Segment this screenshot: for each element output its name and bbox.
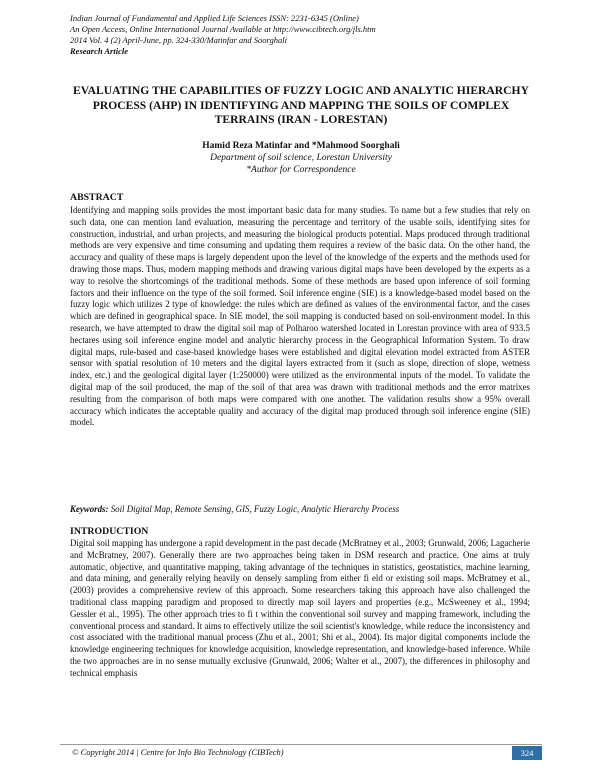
keywords-values: Soil Digital Map, Remote Sensing, GIS, Fuzzy Logic, Analytic Hierarchy Process <box>110 504 400 514</box>
paper-title: EVALUATING THE CAPABILITIES OF FUZZY LOGIC AND ANALYTIC HIERARCHY PROCESS (AHP) IN IDENTIFYING AND MAPPING THE SOILS OF COMPLEX TERRAINS (IRAN - LORESTAN) <box>73 84 529 126</box>
author-block <box>62 140 540 176</box>
introduction-heading: INTRODUCTION <box>70 526 149 537</box>
author-names: Hamid Reza Matinfar and *Mahmood Soorghali <box>202 141 400 151</box>
journal-line: Indian Journal of Fundamental and Applied Life Sciences ISSN: 2231-6345 (Online) <box>70 13 359 23</box>
keywords <box>70 504 530 516</box>
correspondence-note: *Author for Correspondence <box>246 165 356 175</box>
access-line: An Open Access, Online International Journal Available at http://www.cibtech.org/jls.htm <box>70 24 376 34</box>
issue-line: 2014 Vol. 4 (2) April-June, pp. 324-330/Matinfar and Soorghali <box>70 35 287 45</box>
footer <box>60 746 542 760</box>
introduction-text: Digital soil mapping has undergone a rapid development in the past decade (McBratney et al., 2003; Grunwald, 2006; Lagacherie and McBratney, 2007). Generally there are two approaches being taken in DSM research and practice. One aims at truly automatic, objective, and quantitative mapping, taking advantage of the techniques in statistics, geostatistics, machine learning, and data mining, and generally relying heavily on densely sampling from either fi eld or existing soil maps. McBratney et al., (2003) provides a comprehensive review of this approach. Some researchers taking this approach have also challenged the traditional class mapping paradigm and proposed to directly map soil layers and properties (e.g., McSweeney et al., 1994; Gessler et al., 1995). The other approach tries to fi t within the conventional soil survey and mapping framework, including the conventional process and standard. It aims to effectively utilize the soil scientist's knowledge, while reduce the inconsistency and cost associated with the traditional manual process (Zhu et al., 2001; Shi et al., 2004). Its major digital components include the knowledge engineering techniques for knowledge acquisition, knowledge representation, and knowledge-based inference. While the two approaches are in no sense mutually exclusive (Grunwald, 2006; Walter et al., 2007), the differences in philosophy and technical emphasis <box>70 538 530 678</box>
keywords-label: Keywords: <box>70 504 109 514</box>
footer-rule <box>60 744 542 745</box>
copyright-text: © Copyright 2014 | Centre for Info Bio Technology (CIBTech) <box>72 747 284 757</box>
abstract-heading: ABSTRACT <box>70 192 124 203</box>
author-affiliation: Department of soil science, Lorestan University <box>210 153 392 163</box>
page-number: 324 <box>512 746 542 760</box>
journal-header <box>70 13 550 57</box>
abstract-text: Identifying and mapping soils provides the most important basic data for many studies. To name but a few studies that rely on such data, one can mention land evaluation, measuring the percentage and territory of the usable soils, identifying sites for construction, industrial, and urban projects, and measuring the biological products potential. Maps produced through traditional methods are very expensive and time consuming and updating them requires a review of the basic data. On the other hand, the accuracy and quality of these maps is largely dependent upon the level of the knowledge of the experts and the methods used for drawing those maps. Thus, modern mapping methods and drawing various digital maps have been developed by the experts as a way to resolve the shortcomings of the traditional methods. Some of these methods are based upon inference of soil forming factors and their influence on the type of the soil formed. Soil inference engine (SIE) is a knowledge-based model based on the fuzzy logic which utilizes 2 type of knowledge: the rules which are defined as values of the environmental factor, and the cases which are defined in geographical space. In SIE model, the soil mapping is conducted based on soil-environment model. In this research, we have attempted to draw the digital soil map of Polharoo watershed located in Lorestan province with area of 933.5 hectares using soil inference engine model and analytic hierarchy process in the Geographical Information System. To draw digital maps, rule-based and case-based knowledge bases were established and digital elevation model extracted from ASTER sensor with spatial resolution of 10 meters and the digital layers extracted from it (such as slope, direction of slope, wetness index, etc.) and the geological digital layer (1:250000) were utilized as the environmental inputs of the model. To validate the digital map of the soil produced, the map of the soil of that area was drawn with traditional methods and the error matrixes resulting from the comparison of both maps were compared with one another. The validation results show a 95% overall accuracy which indicates the acceptable quality and accuracy of the digital map produced through soil inference engine (SIE) model. <box>70 205 530 428</box>
article-type: Research Article <box>70 46 128 56</box>
